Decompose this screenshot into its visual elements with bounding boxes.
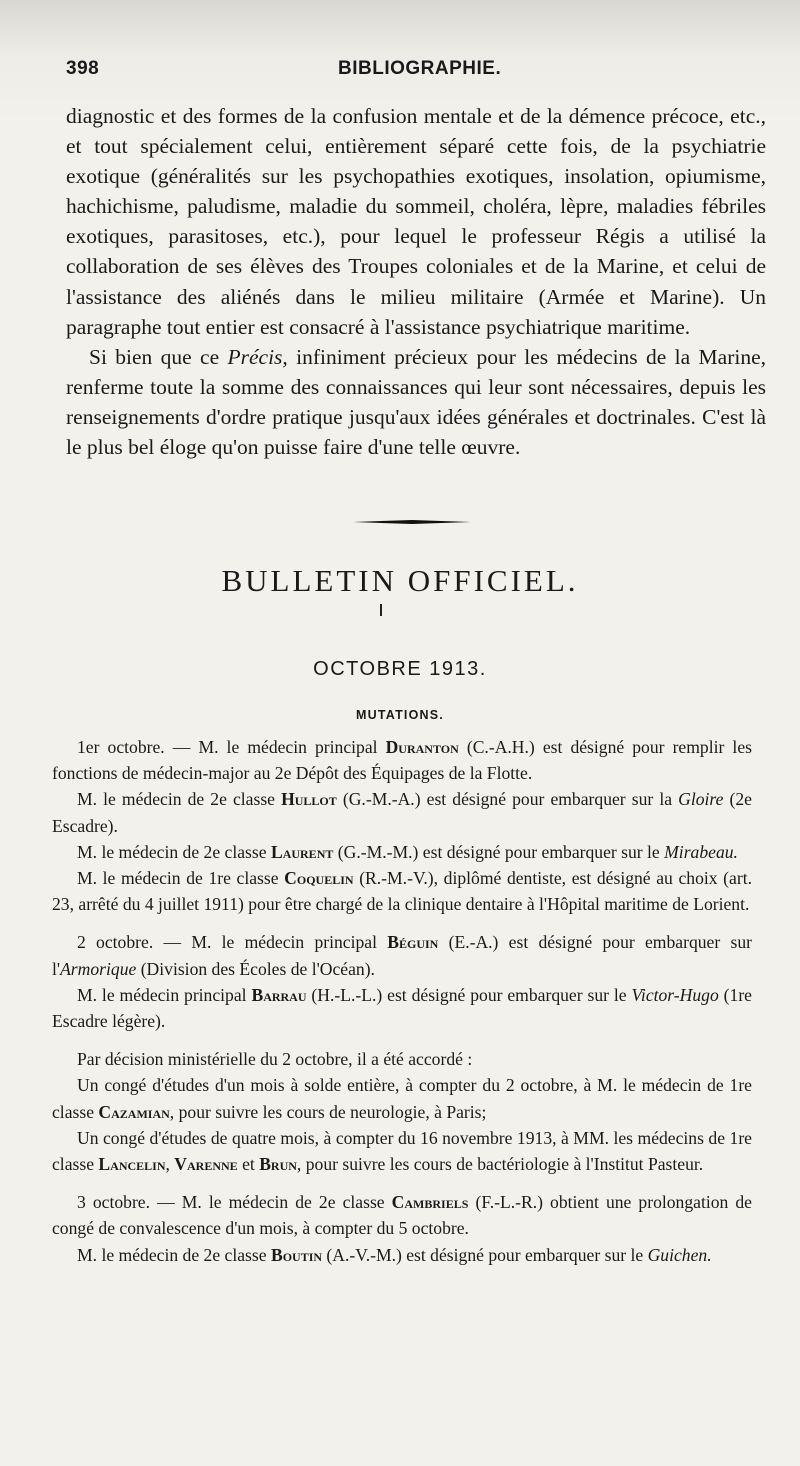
person-name: Béguin — [387, 932, 439, 953]
text-run: , pour suivre les cours de bactériologie à l'Institut Pasteur. — [296, 1154, 704, 1175]
text-run: M. le médecin principal — [77, 984, 252, 1005]
text-run: Si bien que ce — [89, 344, 228, 369]
entry — [52, 1046, 752, 1072]
page-number: 398 — [66, 58, 100, 79]
person-name: Varenne — [174, 1154, 238, 1175]
text-run: (R.-M.-V.), diplômé dentiste, est désigné au choix (art. 23, arrêté du 4 juillet 1911) pour être chargé de la clinique dentaire à l'Hôpital maritime de Lorient. — [52, 868, 752, 915]
running-title: BIBLIOGRAPHIE. — [338, 58, 502, 79]
subsection-title: MUTATIONS. — [356, 708, 444, 722]
entry — [52, 839, 752, 865]
person-name: Coquelin — [284, 868, 354, 889]
ship-name: Victor-Hugo — [631, 984, 719, 1005]
text-run: (A.-V.-M.) est désigné pour embarquer sur le — [322, 1244, 648, 1265]
person-name: Duranton — [385, 737, 459, 757]
ship-name: Gloire — [678, 789, 724, 810]
text-run: M. le médecin de 2e classe — [77, 789, 282, 810]
text-run: (H.-L.-L.) est désigné pour embarquer sur le — [306, 984, 632, 1005]
entry — [52, 1189, 752, 1241]
text-run: (Division des Écoles de l'Océan). — [136, 958, 375, 979]
text-run: M. le médecin de 2e classe — [77, 841, 271, 862]
title-ornament — [376, 604, 386, 616]
text-run: M. le médecin de 2e classe — [77, 1244, 271, 1265]
entry — [52, 786, 752, 838]
person-name: Cazamian — [98, 1101, 170, 1122]
entry — [52, 982, 752, 1034]
bulletin-entries — [52, 734, 752, 1268]
person-name: Brun — [259, 1154, 297, 1175]
text-run: (F.-L.-R.) obtient une prolongation de congé de convalescence d'un mois, à compter du 5 octobre. — [52, 1192, 752, 1239]
review-paragraph-2 — [66, 342, 766, 462]
person-name: Laurent — [270, 841, 334, 862]
book-title-italic: Précis, — [227, 344, 288, 369]
text-run: , — [165, 1154, 175, 1175]
month-title: OCTOBRE 1913. — [313, 658, 487, 680]
person-name: Boutin — [270, 1244, 323, 1265]
text-run: (G.-M.-M.) est désigné pour embarquer sur le — [333, 841, 665, 862]
entry — [52, 1125, 752, 1177]
person-name: Lancelin — [98, 1154, 166, 1175]
text-run: M. le médecin de 1re classe — [77, 868, 285, 889]
text-run: infiniment précieux pour les médecins de la Marine, renferme toute la somme des connaissances qui leur sont nécessaires, depuis les renseignements d'ordre pratique jusqu'aux idées générales et doctrinales. C'est là le plus bel éloge qu'on puisse faire d'une telle œuvre. — [66, 344, 766, 460]
person-name: Barrau — [251, 984, 307, 1005]
text-run: (1re Escadre légère). — [52, 984, 752, 1032]
entry — [52, 1242, 752, 1268]
person-name: Hullot — [281, 789, 337, 810]
text-run: — M. le médecin de 2e classe — [150, 1192, 392, 1213]
person-name: Cambriels — [391, 1192, 469, 1213]
text-run: (C.-A.H.) est désigné pour remplir les fonctions de médecin-major au 2e Dépôt des Équipages de la Flotte. — [52, 737, 752, 784]
entry — [52, 1072, 752, 1124]
entry-date: 1er octobre. — [77, 737, 165, 757]
text-run: Par décision ministérielle du 2 octobre, il a été accordé : — [77, 1049, 473, 1070]
review-paragraph-1: diagnostic et des formes de la confusion mentale et de la démence précoce, etc., et tout spécialement celui, entièrement séparé cette fois, de la psychiatrie exotique (généralités sur les psychopathies exotiques, insolation, opiumisme, hachichisme, paludisme, maladie du sommeil, choléra, lèpre, maladies fébriles exotiques, parasitoses, etc.), pour lequel le professeur Régis a utilisé la collaboration de ses élèves des Troupes coloniales et de la Marine, et celui de l'assistance des aliénés dans le milieu militaire (Armée et Marine). Un paragraphe tout entier est consacré à l'assistance psychiatrique maritime. — [66, 104, 766, 339]
entry-date: 3 octobre. — [77, 1192, 151, 1213]
entry — [52, 734, 752, 786]
text-run: (E.-A.) est désigné pour embarquer sur l' — [52, 932, 752, 979]
section-divider-rule — [353, 520, 471, 524]
text-run: Un congé d'études d'un mois à solde entière, à compter du 2 octobre, à M. le médecin de 1re classe — [52, 1075, 752, 1122]
text-run: — M. le médecin principal — [153, 932, 388, 953]
review-text — [66, 101, 766, 462]
ship-name: Guichen. — [647, 1244, 712, 1265]
ship-name: Mirabeau. — [664, 841, 738, 862]
text-run: — M. le médecin principal — [164, 737, 386, 757]
entry-date: 2 octobre. — [77, 932, 154, 953]
entry — [52, 929, 752, 981]
entry — [52, 865, 752, 917]
text-run: (2e Escadre). — [52, 789, 752, 836]
text-run: et — [237, 1154, 260, 1175]
section-title: BULLETIN OFFICIEL. — [221, 563, 579, 598]
text-run: Un congé d'études de quatre mois, à compter du 16 novembre 1913, à MM. les médecins de 1re classe — [52, 1127, 752, 1175]
text-run: (G.-M.-A.) est désigné pour embarquer sur la — [336, 789, 679, 810]
ship-name: Armorique — [60, 958, 137, 979]
text-run: , pour suivre les cours de neurologie, à Paris; — [169, 1101, 487, 1122]
